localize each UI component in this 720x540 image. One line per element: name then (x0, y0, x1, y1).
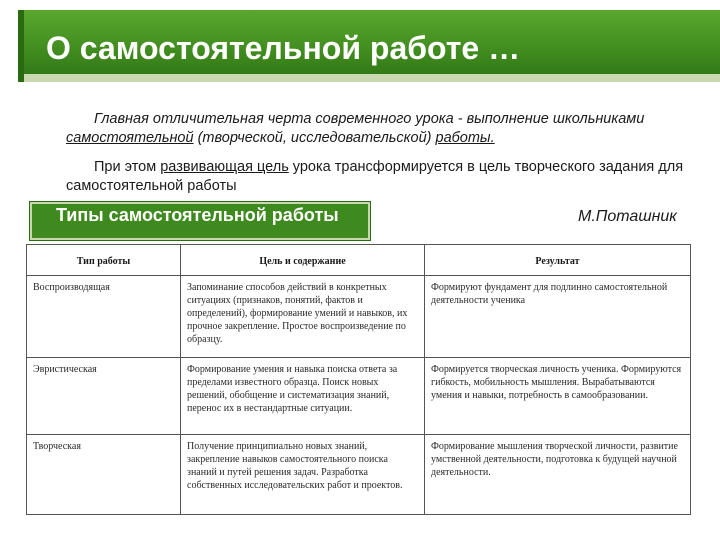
cell-type: Воспроизводящая (27, 276, 181, 358)
table-row (27, 435, 691, 515)
cell-goal: Получение принципиально новых знаний, закрепление навыков самостоятельного поиска знаний и путей решения задач. Разработка собственных исследовательских работ и проектов. (181, 435, 425, 515)
underlined-term-independent: самостоятельной (66, 130, 194, 146)
intro-paragraph-goal (66, 158, 706, 196)
intro-1-text-start: Главная отличительная черта современного урока - выполнение школьниками (94, 111, 645, 127)
intro-paragraph-main-feature (66, 110, 706, 148)
cell-goal: Формирование умения и навыка поиска ответа за пределами известного образца. Поиск новых решений, обобщение и систематизация знаний, перенос их в нестандартные ситуации. (181, 358, 425, 435)
column-header-goal: Цель и содержание (181, 245, 425, 276)
intro-2-text-end: урока трансформируется в цель творческого задания для самостоятельной работы (66, 159, 684, 194)
intro-1-text-middle: (творческой, исследовательской) (193, 130, 436, 146)
column-header-result: Результат (425, 245, 691, 276)
table-header-row (27, 245, 691, 276)
work-types-heading: Типы самостоятельной работы (56, 205, 339, 225)
page-title: О самостоятельной работе … (46, 30, 521, 66)
title-banner (18, 10, 720, 82)
table-row (27, 276, 691, 358)
cell-type: Эвристическая (27, 358, 181, 435)
cell-result: Формируется творческая личность ученика. Формируются гибкость, мобильность мышления. Вырабатываются умения и навыки, потребность в самообразовании. (425, 358, 691, 435)
cell-result: Формирование мышления творческой личности, развитие умственной деятельности, подготовка к будущей научной деятельности. (425, 435, 691, 515)
intro-2-text-start: При этом (94, 159, 161, 175)
title-underline-bar (24, 74, 720, 82)
author-attribution: М.Поташник (578, 208, 677, 225)
work-types-heading-box (30, 202, 370, 240)
cell-goal: Запоминание способов действий в конкретных ситуациях (признаков, понятий, фактов и определений), формирование умений и навыков, их прочное закрепление. Простое воспроизведение по образцу. (181, 276, 425, 358)
underlined-term-works: работы. (435, 130, 495, 146)
underlined-term-developing-goal: развивающая цель (160, 159, 289, 175)
cell-result: Формируют фундамент для подлинно самостоятельной деятельности ученика (425, 276, 691, 358)
column-header-type: Тип работы (27, 245, 181, 276)
cell-type: Творческая (27, 435, 181, 515)
table-row (27, 358, 691, 435)
work-types-table (26, 244, 691, 515)
